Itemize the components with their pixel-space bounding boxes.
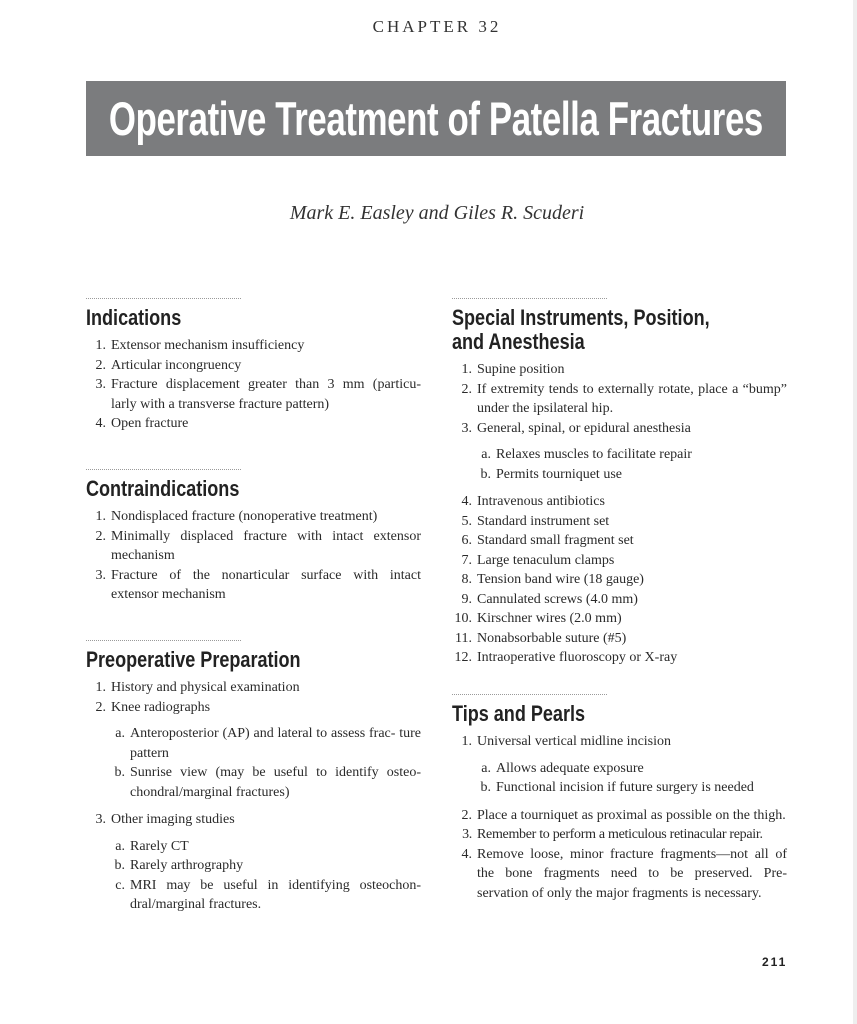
section-indications xyxy=(86,298,421,434)
contraindications-list xyxy=(86,507,421,605)
tips-sublist xyxy=(452,759,787,798)
list-item: 2. Knee radiographs xyxy=(95,699,211,715)
list-item: 1. History and physical examination xyxy=(95,680,300,695)
list-item: 1. Supine position xyxy=(461,362,565,377)
list-item: 2. Place a tourniquet as proximal as possible on the thigh. xyxy=(461,807,786,823)
sub-list-item: b. Rarely arthrography xyxy=(114,858,244,873)
list-item: 3. Other imaging studies xyxy=(95,812,235,827)
list-item: 3. General, spinal, or epidural anesthesia xyxy=(461,420,691,436)
page-edge xyxy=(853,0,857,1024)
indications-list xyxy=(86,336,421,434)
list-item: 2. Articular incongruency xyxy=(95,357,242,373)
section-divider xyxy=(86,469,241,470)
list-item: 3. Fracture of the nonarticular surface with intact extensor mechanism xyxy=(95,567,421,602)
tips-list xyxy=(452,732,787,752)
section-heading: Special Instruments, Position, xyxy=(452,305,710,330)
section-heading-line2: and Anesthesia xyxy=(452,329,585,354)
section-special-instruments xyxy=(452,298,787,668)
list-item: 12. Intraoperative fluoroscopy or X-ray xyxy=(454,650,678,665)
sub-list-item: a. Anteroposterior (AP) and lateral to assess frac- ture pattern xyxy=(115,726,421,761)
sub-list-item: b. Functional incision if future surgery is needed xyxy=(480,780,754,795)
list-item: 2. Minimally displaced fracture with intact extensor mechanism xyxy=(95,528,421,563)
list-item: 2. If extremity tends to externally rotate, place a “bump” under the ipsilateral hip. xyxy=(461,381,787,416)
list-item: 1. Nondisplaced fracture (nonoperative treatment) xyxy=(95,509,378,524)
sub-list-item: a. Allows adequate exposure xyxy=(481,760,644,776)
list-item: 8. Tension band wire (18 gauge) xyxy=(461,572,644,587)
section-heading: Preoperative Preparation xyxy=(86,647,301,672)
list-item: 4. Intravenous antibiotics xyxy=(461,494,605,509)
sub-list-item: a. Rarely CT xyxy=(115,838,189,854)
chapter-title: Operative Treatment of Patella Fractures xyxy=(109,92,764,145)
list-item: 5. Standard instrument set xyxy=(461,513,610,529)
list-item: 1. Universal vertical midline incision xyxy=(461,734,672,749)
sub-list-item: b. Permits tourniquet use xyxy=(480,466,622,482)
preop-sublist-imaging xyxy=(86,837,421,915)
list-item: 7. Large tenaculum clamps xyxy=(461,552,615,568)
list-item: 4. Open fracture xyxy=(95,416,189,431)
section-tips-and-pearls xyxy=(452,694,787,903)
section-heading: Indications xyxy=(86,305,182,330)
section-divider xyxy=(452,694,607,695)
tips-list-continued xyxy=(452,806,787,904)
list-item: 9. Cannulated screws (4.0 mm) xyxy=(461,591,638,607)
chapter-label: CHAPTER 32 xyxy=(372,17,502,36)
section-heading: Contraindications xyxy=(86,476,240,501)
section-divider xyxy=(86,640,241,641)
authors: Mark E. Easley and Giles R. Scuderi xyxy=(289,202,585,224)
page-number: 211 xyxy=(762,955,788,969)
section-contraindications xyxy=(86,469,421,605)
preop-list xyxy=(86,678,421,717)
list-item: 11. Nonabsorbable suture (#5) xyxy=(455,630,627,646)
list-item: 10. Kirschner wires (2.0 mm) xyxy=(454,611,622,626)
instruments-list-continued xyxy=(452,492,787,668)
chapter-title-banner xyxy=(86,81,786,156)
section-preoperative-preparation xyxy=(86,640,421,923)
section-divider xyxy=(86,298,241,299)
sub-list-item: a. Relaxes muscles to facilitate repair xyxy=(481,447,692,462)
sub-list-item: c. MRI may be useful in identifying osteochon- dral/marginal fractures. xyxy=(115,877,421,912)
list-item: 6. Standard small fragment set xyxy=(461,533,634,548)
list-item: 3. Fracture displacement greater than 3 mm (particu- larly with a transverse fracture pattern) xyxy=(95,377,421,412)
sub-list-item: b. Sunrise view (may be useful to identify osteo- chondral/marginal fractures) xyxy=(114,765,421,800)
list-item: 4. Remove loose, minor fracture fragments—not all of the bone fragments need to be preserved. Pre- servation of only the major fragments is necessary. xyxy=(461,846,787,901)
preop-list-continued xyxy=(86,810,421,830)
anesthesia-sublist xyxy=(452,445,787,484)
section-heading: Tips and Pearls xyxy=(452,701,586,726)
list-item: 3. Remember to perform a meticulous retinacular repair. xyxy=(462,827,763,842)
section-divider xyxy=(452,298,607,299)
instruments-list xyxy=(452,360,787,438)
list-item: 1. Extensor mechanism insufficiency xyxy=(95,338,305,353)
preop-sublist-radiographs xyxy=(86,724,421,802)
